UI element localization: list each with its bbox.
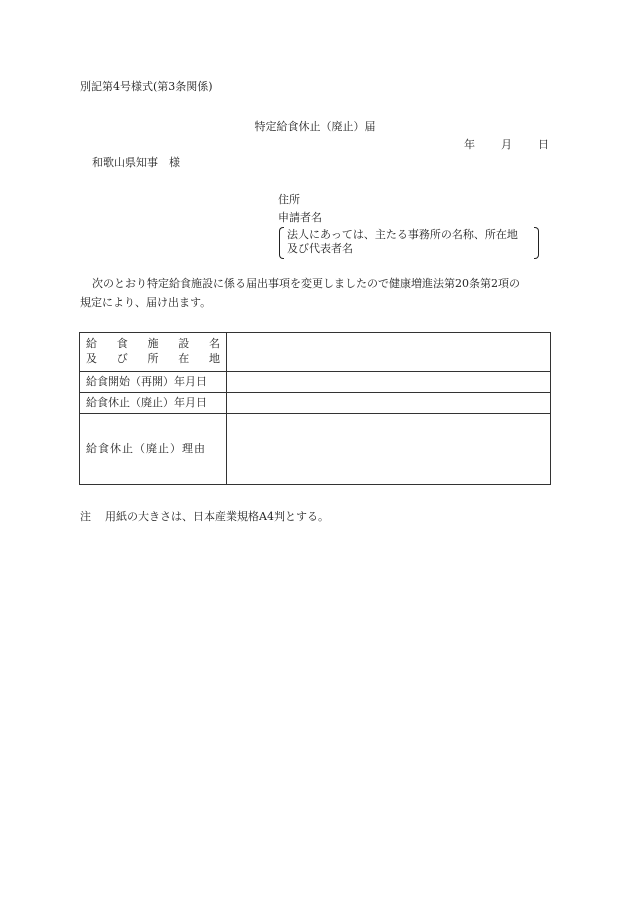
label-char: 給 bbox=[86, 337, 97, 351]
label-char: 地 bbox=[209, 352, 220, 365]
left-bracket bbox=[279, 227, 284, 259]
date-month-label: 月 bbox=[501, 138, 512, 151]
suspension-date-label: 給食休止（廃止）年月日 bbox=[80, 393, 227, 414]
facility-name-address-field[interactable] bbox=[227, 333, 551, 372]
label-char: 食 bbox=[116, 337, 128, 351]
suspension-reason-field[interactable] bbox=[227, 414, 551, 485]
date-day-label: 日 bbox=[538, 138, 549, 151]
table-row bbox=[80, 333, 551, 372]
table-row bbox=[80, 372, 551, 393]
address-label: 住所 bbox=[278, 193, 300, 206]
body-paragraph bbox=[80, 277, 555, 311]
label-char: 設 bbox=[178, 337, 190, 351]
label-char: 名 bbox=[209, 337, 220, 351]
corporate-note-bracket bbox=[279, 227, 539, 257]
start-date-label: 給食開始（再開）年月日 bbox=[80, 372, 227, 393]
notification-table bbox=[79, 332, 551, 485]
date-line bbox=[464, 138, 549, 153]
table-row bbox=[80, 414, 551, 485]
document-title: 特定給食休止（廃止）届 bbox=[254, 120, 376, 133]
start-date-field[interactable] bbox=[227, 372, 551, 393]
date-year-label: 年 bbox=[464, 138, 475, 151]
suspension-date-field[interactable] bbox=[227, 393, 551, 414]
footnote-mark: 注 bbox=[80, 510, 91, 523]
label-char: 及 bbox=[86, 352, 97, 365]
label-line-1 bbox=[86, 337, 220, 352]
label-char: 所 bbox=[147, 352, 159, 365]
corporate-note-line-1: 法人にあっては、主たる事務所の名称、所在地 bbox=[287, 228, 518, 241]
corporate-note-line-2: 及び代表者名 bbox=[287, 242, 353, 255]
suspension-reason-label: 給食休止（廃止）理由 bbox=[80, 414, 227, 485]
body-line-2: 規定により、届け出ます。 bbox=[80, 295, 212, 309]
table-row bbox=[80, 393, 551, 414]
applicant-name-label: 申請者名 bbox=[278, 211, 322, 224]
addressee: 和歌山県知事 様 bbox=[92, 156, 180, 169]
label-char: び bbox=[116, 352, 128, 365]
label-char: 施 bbox=[147, 337, 159, 351]
facility-name-address-label bbox=[80, 333, 227, 372]
right-bracket bbox=[534, 227, 539, 259]
body-line-1: 次のとおり特定給食施設に係る届出事項を変更しましたので健康増進法第20条第2項の bbox=[92, 277, 520, 290]
form-number-label: 別記第4号様式(第3条関係) bbox=[80, 80, 213, 93]
label-char: 在 bbox=[178, 352, 190, 365]
footnote bbox=[80, 510, 329, 525]
footnote-text: 用紙の大きさは、日本産業規格A4判とする。 bbox=[105, 510, 329, 523]
label-line-2 bbox=[86, 352, 220, 367]
